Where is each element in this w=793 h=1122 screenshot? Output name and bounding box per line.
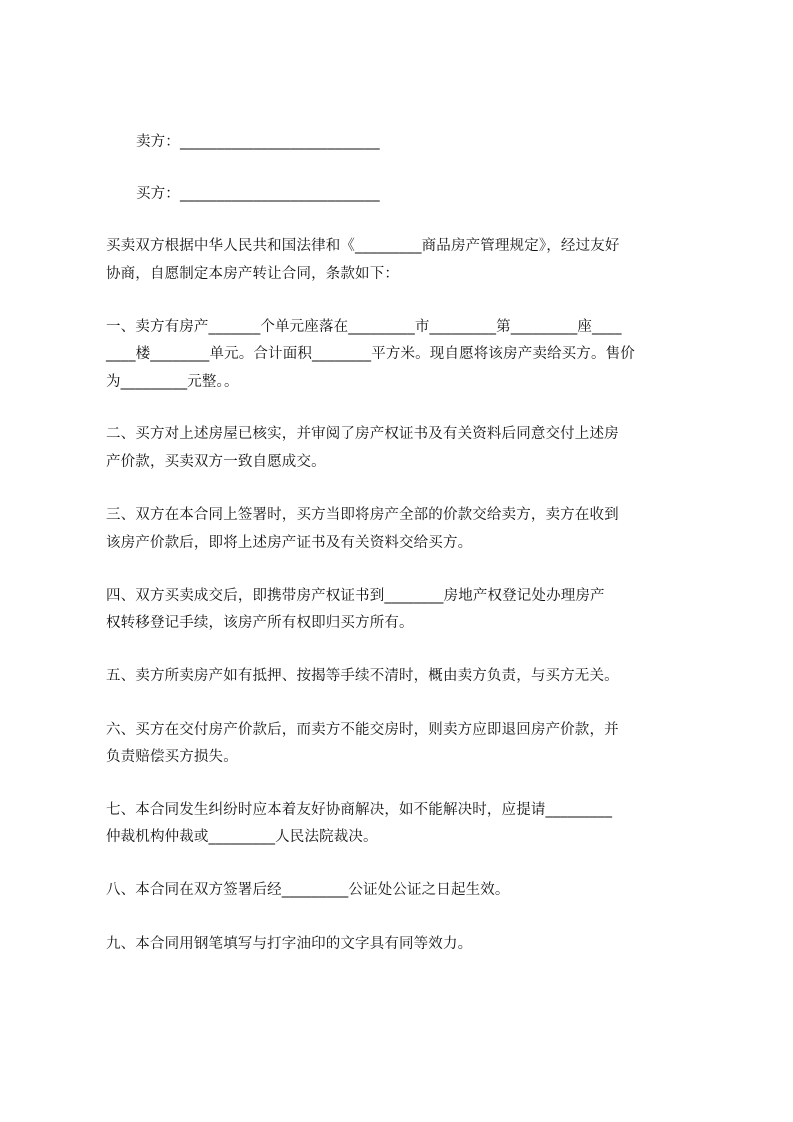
seller-line: 卖方：___________________________ (136, 134, 380, 150)
buyer-line: 买方：___________________________ (136, 186, 380, 202)
clause-8-line-1: 八、本合同在双方签署后经_________公证处公证之日起生效。 (106, 882, 510, 898)
clause-2-line-2: 产价款，买卖双方一致自愿成交。 (106, 454, 326, 470)
clause-5-line-1: 五、卖方所卖房产如有抵押、按揭等手续不清时，概由卖方负责，与买方无关。 (106, 668, 619, 684)
clause-3-line-2: 该房产价款后，即将上述房产证书及有关资料交给买方。 (106, 535, 473, 551)
clause-4-line-1: 四、双方买卖成交后，即携带房产权证书到________房地产权登记处办理房产 (106, 588, 605, 604)
clause-1-line-1: 一、卖方有房产_______个单元座落在_________市_________第_________座____ (106, 319, 622, 335)
intro-line-1: 买卖双方根据中华人民共和国法律和《_________商品房产管理规定》，经过友好 (106, 238, 620, 254)
clause-1-line-2: ____楼________单元。合计面积________平方米。现自愿将该房产卖给买方。售价 (106, 346, 635, 362)
intro-line-2: 协商，自愿制定本房产转让合同，条款如下： (106, 266, 399, 282)
clause-4-line-2: 权转移登记手续，该房产所有权即归买方所有。 (106, 615, 414, 631)
clause-6-line-2: 负责赔偿买方损失。 (106, 749, 238, 765)
clause-1-line-3: 为_________元整。。 (106, 374, 239, 390)
clause-3-line-1: 三、双方在本合同上签署时，买方当即将房产全部的价款交给卖方，卖方在收到 (106, 507, 619, 523)
clause-7-line-1: 七、本合同发生纠纷时应本着友好协商解决，如不能解决时，应提请_________ (106, 802, 613, 818)
clause-2-line-1: 二、买方对上述房屋已核实，并审阅了房产权证书及有关资料后同意交付上述房 (106, 426, 619, 442)
clause-6-line-1: 六、买方在交付房产价款后，而卖方不能交房时，则卖方应即退回房产价款，并 (106, 722, 619, 738)
clause-7-line-2: 仲裁机构仲裁或_________人民法院裁决。 (106, 829, 378, 845)
clause-9-line-1: 九、本合同用钢笔填写与打字油印的文字具有同等效力。 (106, 936, 473, 952)
